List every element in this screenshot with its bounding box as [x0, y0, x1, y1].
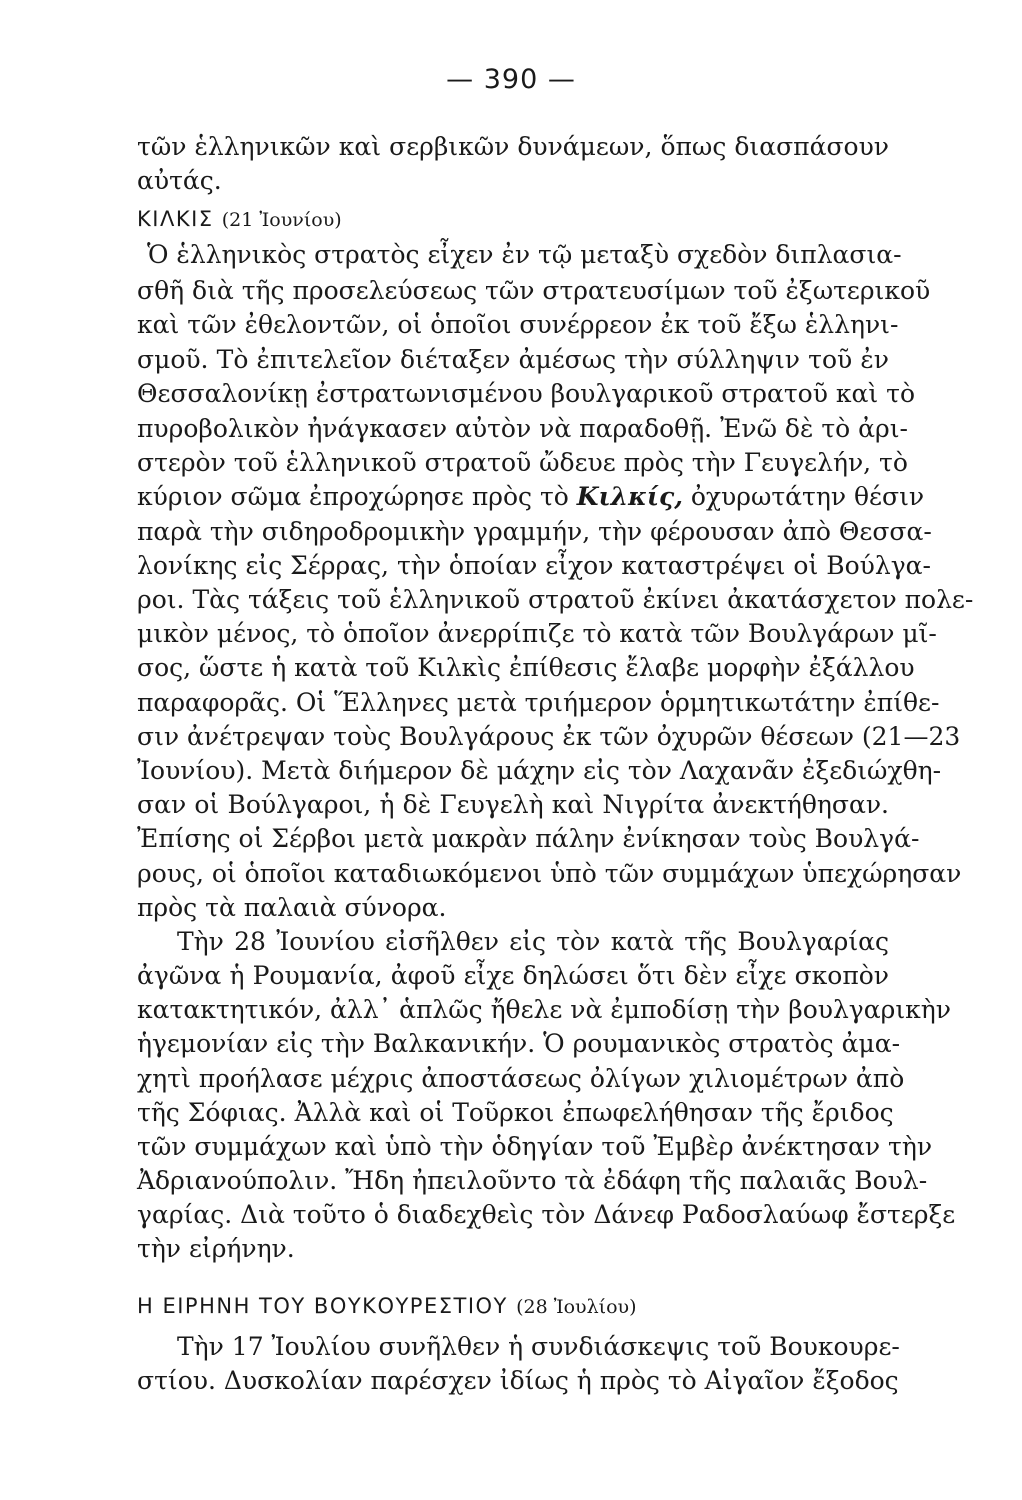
text-line: Ὁ ἑλληνικὸς στρατὸς εἶχεν ἐν τῷ μεταξὺ σχεδὸν διπλασια- — [147, 240, 902, 269]
page-number: — 390 — — [446, 64, 576, 95]
text-line: καὶ τῶν ἐθελοντῶν, οἱ ὁποῖοι συνέρρεον ἐκ τοῦ ἔξω ἑλληνι- — [137, 310, 899, 339]
text-segment: κύριον σῶμα ἐπροχώρησε πρὸς τὸ — [137, 482, 569, 511]
section-heading-date: (28 Ἰουλίου) — [516, 1296, 637, 1318]
section-heading-peace — [137, 1287, 637, 1325]
text-line: Ἐπίσης οἱ Σέρβοι μετὰ μακρὰν πάλην ἐνίκησαν τοὺς Βουλγά- — [137, 824, 920, 853]
text-line: σθῆ διὰ τῆς προσελεύσεως τῶν στρατευσίμων τοῦ ἐξωτερικοῦ — [137, 276, 931, 305]
text-line: παραφορᾶς. Οἱ Ἕλληνες μετὰ τριήμερον ὁρμητικωτάτην ἐπίθε- — [137, 688, 940, 717]
text-line: ἡγεμονίαν εἰς τὴν Βαλκανικήν. Ὁ ρουμανικὸς στρατὸς ἀμα- — [137, 1029, 901, 1058]
section-heading-title: ΚΙΛΚΙΣ — [137, 207, 214, 231]
text-line: κατακτητικόν, ἀλλ᾽ ἁπλῶς ἤθελε νὰ ἐμποδίσῃ τὴν βουλγαρικὴν — [137, 995, 951, 1024]
text-line: αὐτάς. — [137, 166, 222, 195]
text-line: σιν ἀνέτρεψαν τοὺς Βουλγάρους ἐκ τῶν ὀχυρῶν θέσεων (21—23 — [137, 722, 961, 751]
text-line: σμοῦ. Τὸ ἐπιτελεῖον διέταξεν ἀμέσως τὴν σύλληψιν τοῦ ἐν — [137, 345, 889, 374]
text-line: Τὴν 17 Ἰουλίου συνῆλθεν ἡ συνδιάσκεψις τοῦ Βουκουρε- — [177, 1332, 900, 1361]
text-line: ρους, οἱ ὁποῖοι καταδιωκόμενοι ὑπὸ τῶν συμμάχων ὑπεχώρησαν — [137, 859, 962, 888]
text-line: μικὸν μένος, τὸ ὁποῖον ἀνερρίπιζε τὸ κατὰ τῶν Βουλγάρων μῖ- — [137, 619, 937, 648]
text-line: στίου. Δυσκολίαν παρέσχεν ἰδίως ἡ πρὸς τὸ Αἰγαῖον ἔξοδος — [137, 1366, 899, 1395]
text-line: πυροβολικὸν ἠνάγκασεν αὐτὸν νὰ παραδοθῇ. Ἐνῶ δὲ τὸ ἀρι- — [137, 414, 908, 443]
text-line: Ἀδριανούπολιν. Ἤδη ἠπειλοῦντο τὰ ἐδάφη τῆς παλαιᾶς Βουλ- — [137, 1166, 928, 1195]
text-line: ἀγῶνα ἡ Ρουμανία, ἀφοῦ εἶχε δηλώσει ὅτι δὲν εἶχε σκοπὸν — [137, 961, 889, 990]
text-line: χητὶ προήλασε μέχρις ἀποστάσεως ὀλίγων χιλιομέτρων ἀπὸ — [137, 1064, 905, 1093]
text-line: σος, ὥστε ἡ κατὰ τοῦ Κιλκὶς ἐπίθεσις ἔλαβε μορφὴν ἐξάλλου — [137, 653, 915, 682]
text-line: Ἰουνίου). Μετὰ διήμερον δὲ μάχην εἰς τὸν Λαχανᾶν ἐξεδιώχθη- — [137, 756, 942, 785]
section-heading-kilkis — [137, 200, 342, 238]
text-line: Θεσσαλονίκῃ ἐστρατωνισμένου βουλγαρικοῦ στρατοῦ καὶ τὸ — [137, 379, 916, 408]
text-segment: ὀχυρωτάτην θέσιν — [690, 482, 925, 511]
text-line: τῶν ἑλληνικῶν καὶ σερβικῶν δυνάμεων, ὅπως διασπάσουν — [137, 132, 889, 161]
text-line: ροι. Τὰς τάξεις τοῦ ἑλληνικοῦ στρατοῦ ἐκίνει ἀκατάσχετον πολε- — [137, 585, 974, 614]
text-line: στερὸν τοῦ ἑλληνικοῦ στρατοῦ ὤδευε πρὸς τὴν Γευγελήν, τὸ — [137, 448, 908, 477]
text-line: λονίκης εἰς Σέρρας, τὴν ὁποίαν εἶχον καταστρέψει οἱ Βούλγα- — [137, 551, 931, 580]
text-line: σαν οἱ Βούλγαροι, ἡ δὲ Γευγελὴ καὶ Νιγρίτα ἀνεκτήθησαν. — [137, 790, 889, 819]
text-line: τῆς Σόφιας. Ἀλλὰ καὶ οἱ Τοῦρκοι ἐπωφελήθησαν τῆς ἔριδος — [137, 1098, 894, 1127]
text-line: παρὰ τὴν σιδηροδρομικὴν γραμμήν, τὴν φέρουσαν ἀπὸ Θεσσα- — [137, 517, 932, 546]
text-line: Τὴν 28 Ἰουνίου εἰσῆλθεν εἰς τὸν κατὰ τῆς Βουλγαρίας — [177, 927, 889, 956]
text-line-kilkis — [137, 478, 925, 516]
section-heading-date: (21 Ἰουνίου) — [221, 209, 342, 231]
text-line: τῶν συμμάχων καὶ ὑπὸ τὴν ὁδηγίαν τοῦ Ἐμβὲρ ἀνέκτησαν τὴν — [137, 1132, 933, 1161]
emphasis-kilkis: Κιλκίς, — [576, 482, 683, 511]
text-line: τὴν εἰρήνην. — [137, 1234, 295, 1263]
section-heading-title: Η ΕΙΡΗΝΗ ΤΟΥ ΒΟΥΚΟΥΡΕΣΤΙΟΥ — [137, 1294, 508, 1318]
text-line: γαρίας. Διὰ τοῦτο ὁ διαδεχθεὶς τὸν Δάνεφ Ραδοσλαύωφ ἔστερξε — [137, 1200, 956, 1229]
text-line: πρὸς τὰ παλαιὰ σύνορα. — [137, 893, 447, 922]
